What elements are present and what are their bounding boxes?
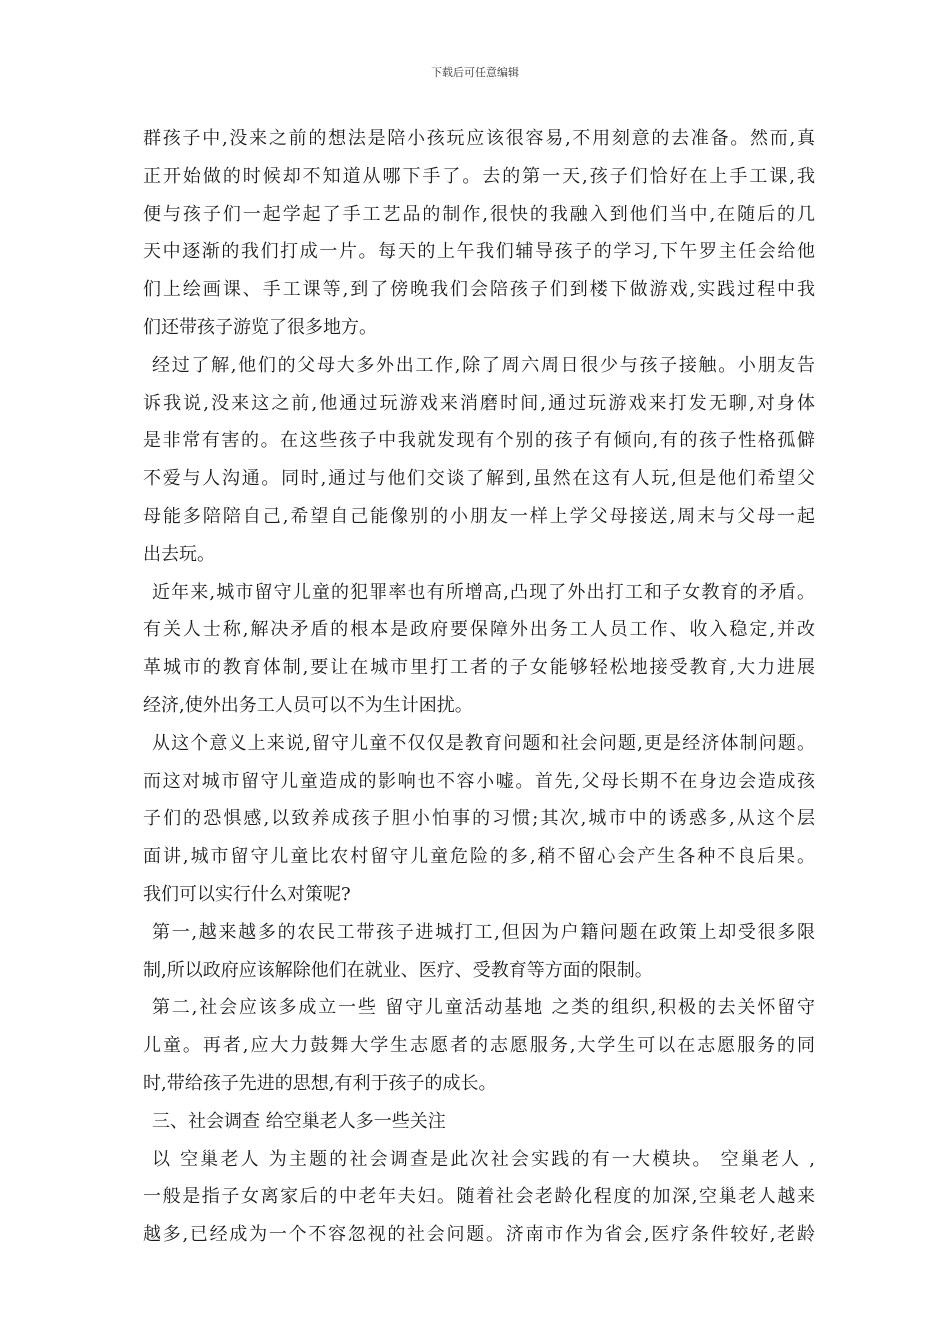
text-line: 儿童。再者,应大力鼓舞大学生志愿者的志愿服务,大学生可以在志愿服务的同: [143, 1035, 815, 1057]
text-line: 第一,越来越多的农民工带孩子进城打工,但因为户籍问题在政策上却受很多限: [152, 921, 815, 943]
text-line: 们上绘画课、手工课等,到了傍晚我们会陪孩子们到楼下做游戏,实践过程中我: [143, 279, 815, 301]
text-line: 近年来,城市留守儿童的犯罪率也有所增高,凸现了外出打工和子女教育的矛盾。: [152, 581, 815, 603]
text-line: 诉我说,没来这之前,他通过玩游戏来消磨时间,通过玩游戏来打发无聊,对身体: [143, 392, 815, 414]
text-line: 正开始做的时候却不知道从哪下手了。去的第一天,孩子们恰好在上手工课,我: [143, 165, 815, 187]
text-line: 有关人士称,解决矛盾的根本是政府要保障外出务工人员工作、收入稳定,并改: [143, 619, 815, 641]
text-line: 以 空巢老人 为主题的社会调查是此次社会实践的有一大模块。 空巢老人 ,: [152, 1148, 815, 1170]
text-line: 经济,使外出务工人员可以不为生计困扰。: [143, 694, 473, 716]
text-line: 制,所以政府应该解除他们在就业、医疗、受教育等方面的限制。: [143, 959, 653, 981]
text-line: 是非常有害的。在这些孩子中我就发现有个别的孩子有倾向,有的孩子性格孤僻: [143, 430, 815, 452]
text-line: 们还带孩子游览了很多地方。: [143, 316, 377, 338]
text-line: 第二,社会应该多成立一些 留守儿童活动基地 之类的组织,积极的去关怀留守: [152, 997, 815, 1019]
text-line: 从这个意义上来说,留守儿童不仅仅是教育问题和社会问题,更是经济体制问题。: [152, 732, 815, 754]
text-line: 时,带给孩子先进的思想,有利于孩子的成长。: [143, 1072, 497, 1094]
text-line: 越多,已经成为一个不容忽视的社会问题。济南市作为省会,医疗条件较好,老龄: [143, 1224, 815, 1246]
text-line: 便与孩子们一起学起了手工艺品的制作,很快的我融入到他们当中,在随后的几: [143, 203, 815, 225]
body-text: [143, 120, 815, 1254]
text-line: 我们可以实行什么对策呢?: [143, 883, 351, 905]
text-line: 革城市的教育体制,要让在城市里打工者的子女能够轻松地接受教育,大力进展: [143, 657, 815, 679]
text-line: 出去玩。: [143, 543, 215, 565]
text-line: 天中逐渐的我们打成一片。每天的上午我们辅导孩子的学习,下午罗主任会给他: [143, 241, 815, 263]
text-line: 一般是指子女离家后的中老年夫妇。随着社会老龄化程度的加深,空巢老人越来: [143, 1186, 815, 1208]
text-line: 面讲,城市留守儿童比农村留守儿童危险的多,稍不留心会产生各种不良后果。: [143, 846, 815, 868]
text-line: 群孩子中,没来之前的想法是陪小孩玩应该很容易,不用刻意的去准备。然而,真: [143, 128, 815, 149]
text-line: 三、社会调查 给空巢老人多一些关注: [152, 1110, 446, 1132]
text-line: 而这对城市留守儿童造成的影响也不容小嘘。首先,父母长期不在身边会造成孩: [143, 770, 815, 792]
text-line: 经过了解,他们的父母大多外出工作,除了周六周日很少与孩子接触。小朋友告: [152, 354, 815, 376]
page-header: 下载后可任意编辑: [431, 66, 519, 79]
text-line: 母能多陪陪自己,希望自己能像别的小朋友一样上学父母接送,周末与父母一起: [143, 505, 815, 527]
text-line: 不爱与人沟通。同时,通过与他们交谈了解到,虽然在这有人玩,但是他们希望父: [143, 468, 815, 490]
text-line: 子们的恐惧感,以致养成孩子胆小怕事的习惯;其次,城市中的诱惑多,从这个层: [143, 808, 815, 830]
